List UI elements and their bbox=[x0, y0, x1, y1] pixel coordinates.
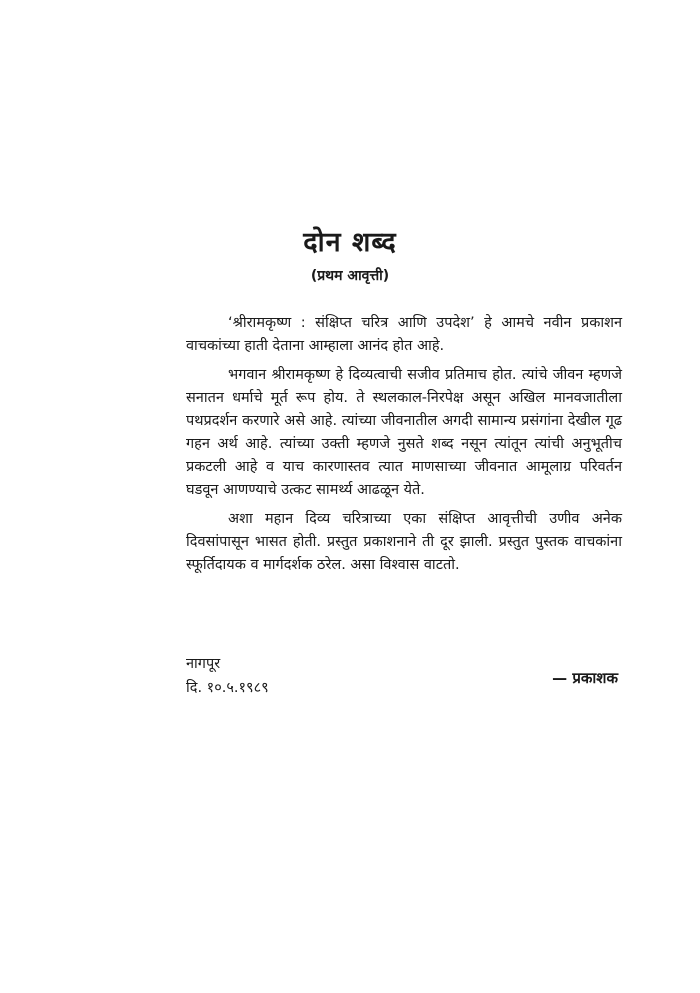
page-title: दोन शब्द bbox=[303, 227, 397, 258]
date-text: दि. १०.५.१९८९ bbox=[186, 680, 269, 696]
footer bbox=[186, 652, 622, 700]
page-subtitle: (प्रथम आवृत्ती) bbox=[310, 268, 390, 284]
paragraph: भगवान श्रीरामकृष्ण हे दिव्यत्वाची सजीव प्रतिमाच होत. त्यांचे जीवन म्हणजे सनातन धर्माचे मूर्त रूप होय. ते स्थलकाल-निरपेक्ष असून अखिल मानवजातीला पथप्रदर्शन करणारे असे आहे. त्यांच्या जीवनातील अगदी सामान्य प्रसंगांना देखील गूढ गहन अर्थ आहे. त्यांच्या उक्ती म्हणजे नुसते शब्द नसून त्यांतून त्यांची अनुभूतीच प्रकटली आहे व याच कारणास्तव त्यात माणसाच्या जीवनात आमूलाग्र परिवर्तन घडवून आणण्याचे उत्कट सामर्थ्य आढळून येते. bbox=[186, 367, 622, 498]
place-text: नागपूर bbox=[186, 656, 221, 672]
paragraph: ‘श्रीरामकृष्ण : संक्षिप्त चरित्र आणि उपदेश’ हे आमचे नवीन प्रकाशन वाचकांच्या हाती देताना आम्हाला आनंद होत आहे. bbox=[186, 315, 622, 354]
signature-text: — प्रकाशक bbox=[552, 669, 618, 687]
paragraph: अशा महान दिव्य चरित्राच्या एका संक्षिप्त आवृत्तीची उणीव अनेक दिवसांपासून भासत होती. प्रस्तुत प्रकाशनाने ती दूर झाली. प्रस्तुत पुस्तक वाचकांना स्फूर्तिदायक व मार्गदर्शक ठरेल. असा विश्वास वाटतो. bbox=[186, 511, 622, 573]
body-text bbox=[186, 312, 622, 583]
